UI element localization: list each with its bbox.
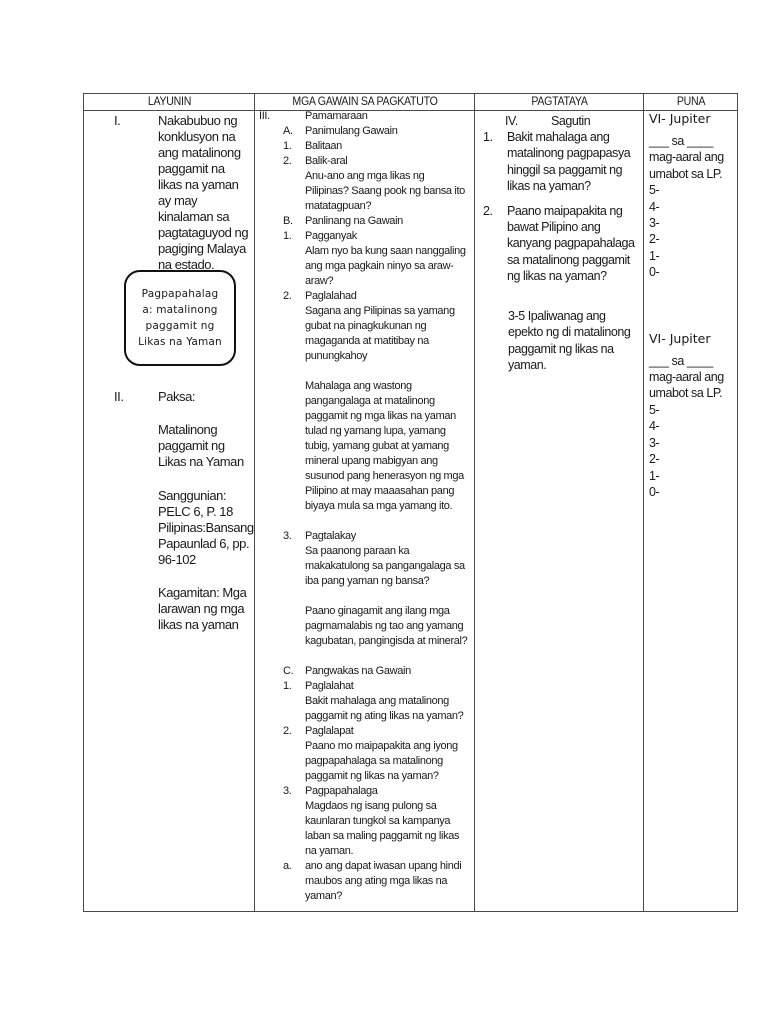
question-marker: 1. <box>483 130 493 144</box>
values-box <box>124 270 236 366</box>
topic-label: Paksa: <box>158 389 196 404</box>
topic-numeral: II. <box>114 389 124 404</box>
item-marker: 1. <box>283 140 292 152</box>
item-title: Paglalahad <box>305 290 357 302</box>
item-marker: 3. <box>283 785 292 797</box>
content-row <box>84 111 738 912</box>
topic-title: Matalinong paggamit ng Likas na Yaman <box>158 422 244 469</box>
question <box>483 129 635 195</box>
item-text: Sagana ang Pilipinas sa yamang gubat na pinagkukunan ng magaganda at matitibay na punungkahoy <box>305 305 455 362</box>
remarks <box>649 111 737 500</box>
question-list <box>483 129 635 285</box>
section-title: Pangwakas na Gawain <box>305 665 411 677</box>
item-text: Mahalaga ang wastong pangangalaga at matalinong paggamit ng mga likas na yaman tulad ng yamang lupa, yamang tubig, yamang gubat at yamang mineral upang mabigyan ang susunod pang henerasyon ng mga Pilipino at may maaasahan pang biyaya mula sa mga yamang ito. <box>305 380 464 512</box>
remark-block <box>649 111 737 281</box>
item-marker: 1. <box>283 230 292 242</box>
item-title: Balik-aral <box>305 155 348 167</box>
score-row: 5- <box>649 402 660 417</box>
item-title: Balitaan <box>305 140 342 152</box>
procedure-item <box>259 229 469 289</box>
score-row: 1- <box>649 468 660 483</box>
procedure-list <box>259 109 469 904</box>
procedure-item <box>259 679 469 724</box>
section-heading <box>259 664 469 679</box>
procedure-item <box>259 154 469 214</box>
procedure-numeral: III. <box>259 110 270 122</box>
score-row: 3- <box>649 216 660 231</box>
score-row: 4- <box>649 419 660 434</box>
spacer <box>259 514 469 529</box>
section-marker: B. <box>283 215 293 227</box>
remark-section: VI- Jupiter <box>649 330 711 346</box>
spacer <box>305 364 469 379</box>
layunin-cell <box>84 111 255 912</box>
score-row: 2- <box>649 232 660 247</box>
assessment <box>483 113 635 285</box>
procedure-heading <box>259 109 469 124</box>
section-heading <box>259 124 469 139</box>
procedure-item <box>259 784 469 859</box>
item-title: Pagpapahalaga <box>305 785 378 797</box>
materials: Kagamitan: Mga larawan ng mga likas na yaman <box>158 585 247 632</box>
item-marker: 2. <box>283 725 292 737</box>
item-text: Anu-ano ang mga likas ng Pilipinas? Saang pook ng bansa ito matatagpuan? <box>305 170 465 212</box>
item-marker: 2. <box>283 155 292 167</box>
pagtataya-cell <box>475 111 644 912</box>
score-row: 5- <box>649 183 660 198</box>
assessment-numeral: IV. <box>505 114 518 128</box>
values-box-text: Pagpapahalag a: matalinong paggamit ng Likas na Yaman <box>138 288 222 348</box>
item-title: Pagganyak <box>305 230 357 242</box>
procedure-item <box>259 289 469 514</box>
item-marker: a. <box>283 860 292 872</box>
header-row <box>84 94 738 111</box>
remark-section: VI- Jupiter <box>649 111 711 126</box>
section-heading <box>259 214 469 229</box>
assessment-title: Sagutin <box>551 114 591 128</box>
question-text: Bakit mahalaga ang matalinong pagpapasya hinggil sa paggamit ng likas na yaman? <box>507 130 631 194</box>
item-text: Paano ginagamit ang ilang mga pagmamalabis ng tao ang yamang kagubatan, pangingisda at mineral? <box>305 605 468 647</box>
header-layunin: LAYUNIN <box>90 94 247 111</box>
question-text: Paano maipapakita ng bawat Pilipino ang kanyang pagpapahalaga sa matalinong paggamit ng likas na yaman? <box>507 203 635 284</box>
remark-block <box>649 331 737 501</box>
item-text: Paano mo maipapakita ang iyong pagpapahalaga sa matalinong paggamit ng likas na yaman? <box>305 740 458 782</box>
score-row: 2- <box>649 452 660 467</box>
score-row: 4- <box>649 199 660 214</box>
item-title: Pagtalakay <box>305 530 356 542</box>
item-text: Magdaos ng isang pulong sa kaunlaran tungkol sa kampanya laban sa maling paggamit ng likas na yaman. <box>305 800 460 857</box>
item-marker: 2. <box>283 290 292 302</box>
question <box>483 203 635 285</box>
puna-cell <box>644 111 738 912</box>
gawain-cell <box>255 111 475 912</box>
reference: Sanggunian: PELC 6, P. 18 Pilipinas:Bansang Papaunlad 6, pp. 96-102 <box>158 488 254 567</box>
score-row: 3- <box>649 435 660 450</box>
objective-text: Nakabubuo ng konklusyon na ang matalinong paggamit na likas na yaman ay may kinalaman sa pagtataguyod ng pagiging Malaya na estado. <box>158 113 249 272</box>
score-row: 0- <box>649 265 660 280</box>
assessment-extra: 3-5 Ipaliwanag ang epekto ng di matalinong paggamit ng likas na yaman. <box>508 309 631 373</box>
spacer <box>305 589 469 604</box>
procedure-item <box>259 529 469 649</box>
item-text: ano ang dapat iwasan upang hindi maubos ang ating mga likas na yaman? <box>305 860 462 902</box>
section-marker: A. <box>283 125 293 137</box>
spacer <box>259 649 469 664</box>
question-marker: 2. <box>483 203 493 218</box>
item-text: Sa paanong paraan ka makakatulong sa pangangalaga sa iba pang yaman ng bansa? <box>305 545 465 587</box>
header-gawain: MGA GAWAIN SA PAGKATUTO <box>263 94 465 111</box>
header-pagtataya: PAGTATAYA <box>481 94 636 111</box>
procedure-item <box>259 139 469 154</box>
procedure-item <box>259 724 469 784</box>
item-title: Paglalapat <box>305 725 354 737</box>
lesson-plan-table <box>83 93 738 912</box>
section-marker: C. <box>283 665 294 677</box>
section-title: Panimulang Gawain <box>305 125 398 137</box>
assessment-heading <box>505 113 635 129</box>
header-puna: PUNA <box>647 94 733 111</box>
objective-numeral: I. <box>114 113 121 128</box>
procedure-item <box>259 859 469 904</box>
section-title: Panlinang na Gawain <box>305 215 403 227</box>
score-row: 1- <box>649 248 660 263</box>
item-marker: 3. <box>283 530 292 542</box>
score-row: 0- <box>649 484 660 499</box>
item-title: Paglalahat <box>305 680 354 692</box>
procedure-title: Pamamaraan <box>305 110 368 122</box>
item-text: Alam nyo ba kung saan nanggaling ang mga pagkain ninyo sa araw-araw? <box>305 245 466 287</box>
item-marker: 1. <box>283 680 292 692</box>
remark-line: ___ sa ____ mag-aaral ang umabot sa LP. <box>649 134 724 181</box>
item-text: Bakit mahalaga ang matalinong paggamit ng ating likas na yaman? <box>305 695 464 722</box>
remark-line: ___ sa ____ mag-aaral ang umabot sa LP. <box>649 353 724 401</box>
